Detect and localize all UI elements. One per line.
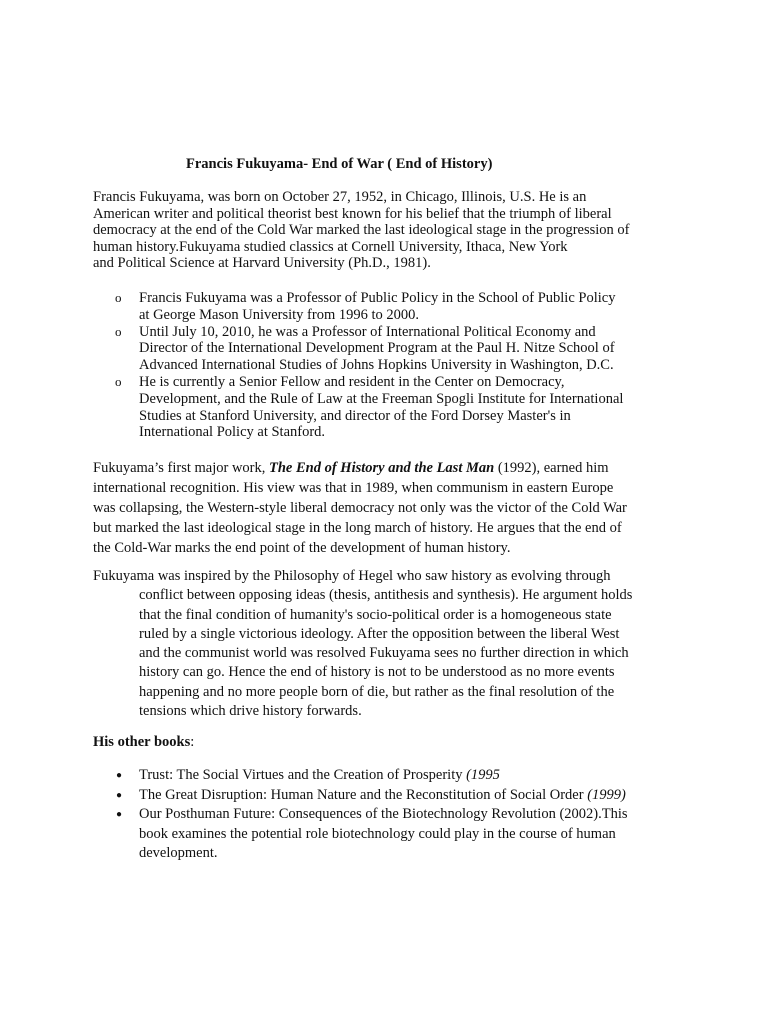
bullet-icon: ●	[116, 809, 123, 821]
other-books-heading-text: His other books	[93, 734, 191, 750]
major-work-line: but marked the last ideological stage in the long march of history. He argues that the end of	[93, 520, 622, 536]
list-item-line: Studies at Stanford University, and director of the Ford Dorsey Master's in	[139, 407, 571, 424]
hegel-line: history can go. Hence the end of history is not to be understood as no more events	[139, 664, 615, 681]
major-work-paragraph	[93, 458, 683, 558]
hegel-line: that the final condition of humanity's socio-political order is a homogeneous state	[139, 606, 612, 623]
intro-line: democracy at the end of the Cold War marked the last ideological stage in the progression of	[93, 222, 630, 239]
bullet-icon: ●	[116, 770, 123, 781]
list-item-line: Francis Fukuyama was a Professor of Public Policy in the School of Public Policy	[139, 290, 616, 306]
list-item	[93, 324, 693, 374]
list-marker: o	[115, 323, 122, 339]
list-item-line: Development, and the Rule of Law at the Freeman Spogli Institute for International	[139, 390, 624, 407]
list-marker: o	[115, 373, 122, 389]
major-work-line: international recognition. His view was that in 1989, when communism in eastern Europe	[93, 480, 614, 496]
major-work-lead: Fukuyama’s first major work,	[93, 460, 269, 476]
hegel-line: Fukuyama was inspired by the Philosophy of Hegel who saw history as evolving through	[93, 568, 611, 584]
list-item-line	[139, 766, 693, 786]
list-item	[93, 374, 693, 441]
list-marker: o	[115, 290, 122, 305]
list-item-line	[139, 786, 693, 806]
list-item-line: Our Posthuman Future: Consequences of the Biotechnology Revolution (2002).This	[139, 806, 628, 823]
major-work-line: the Cold-War marks the end point of the development of human history.	[93, 540, 511, 556]
book-name: The Great Disruption: Human Nature and the Reconstitution of Social Order	[139, 786, 588, 803]
intro-line: and Political Science at Harvard University (Ph.D., 1981).	[93, 255, 431, 272]
book-name: Trust: The Social Virtues and the Creation of Prosperity	[139, 767, 467, 783]
list-item	[93, 805, 693, 864]
list-item-line: He is currently a Senior Fellow and resident in the Center on Democracy,	[139, 373, 565, 390]
hegel-line: conflict between opposing ideas (thesis, antithesis and synthesis). He argument holds	[139, 587, 633, 604]
other-books-heading-colon: :	[190, 734, 195, 750]
intro-line: human history.Fukuyama studied classics at Cornell University, Ithaca, New York	[93, 238, 568, 255]
positions-list	[93, 290, 693, 441]
list-item-line: International Policy at Stanford.	[139, 424, 326, 441]
bullet-icon: ●	[116, 789, 123, 801]
list-item-line: at George Mason University from 1996 to 2000.	[139, 306, 420, 323]
list-item	[93, 766, 693, 786]
document-title: Francis Fukuyama- End of War ( End of History)	[186, 156, 493, 172]
book-year: (1995	[466, 767, 500, 783]
intro-paragraph	[93, 189, 683, 272]
list-item-line: Until July 10, 2010, he was a Professor of International Political Economy and	[139, 323, 596, 340]
major-work-line: was collapsing, the Western-style liberal democracy not only was the victor of the Cold War	[93, 500, 627, 516]
book-year: (1999)	[587, 786, 626, 803]
other-books-list	[93, 766, 693, 864]
list-item-line: Advanced International Studies of Johns Hopkins University in Washington, D.C.	[139, 357, 614, 374]
major-work-line	[93, 458, 683, 478]
hegel-line: tensions which drive history forwards.	[139, 703, 362, 720]
hegel-line: ruled by a single victorious ideology. After the opposition between the liberal West	[139, 625, 620, 642]
list-item	[93, 786, 693, 806]
hegel-paragraph	[93, 567, 683, 721]
list-item-line: development.	[139, 845, 218, 862]
intro-line: American writer and political theorist best known for his belief that the triumph of liberal	[93, 205, 612, 222]
list-item-line: Director of the International Development Program at the Paul H. Nitze School of	[139, 340, 615, 357]
hegel-line: and the communist world was resolved Fukuyama sees no further direction in which	[139, 645, 629, 662]
intro-line: Francis Fukuyama, was born on October 27, 1952, in Chicago, Illinois, U.S. He is an	[93, 189, 587, 205]
list-item-line: book examines the potential role biotechnology could play in the course of human	[139, 825, 616, 842]
hegel-line: happening and no more people born of die, but rather as the final resolution of the	[139, 683, 615, 700]
other-books-heading	[93, 734, 194, 751]
major-work-tail: (1992), earned him	[494, 460, 609, 476]
book-title: The End of History and the Last Man	[269, 460, 495, 476]
list-item	[93, 290, 693, 324]
